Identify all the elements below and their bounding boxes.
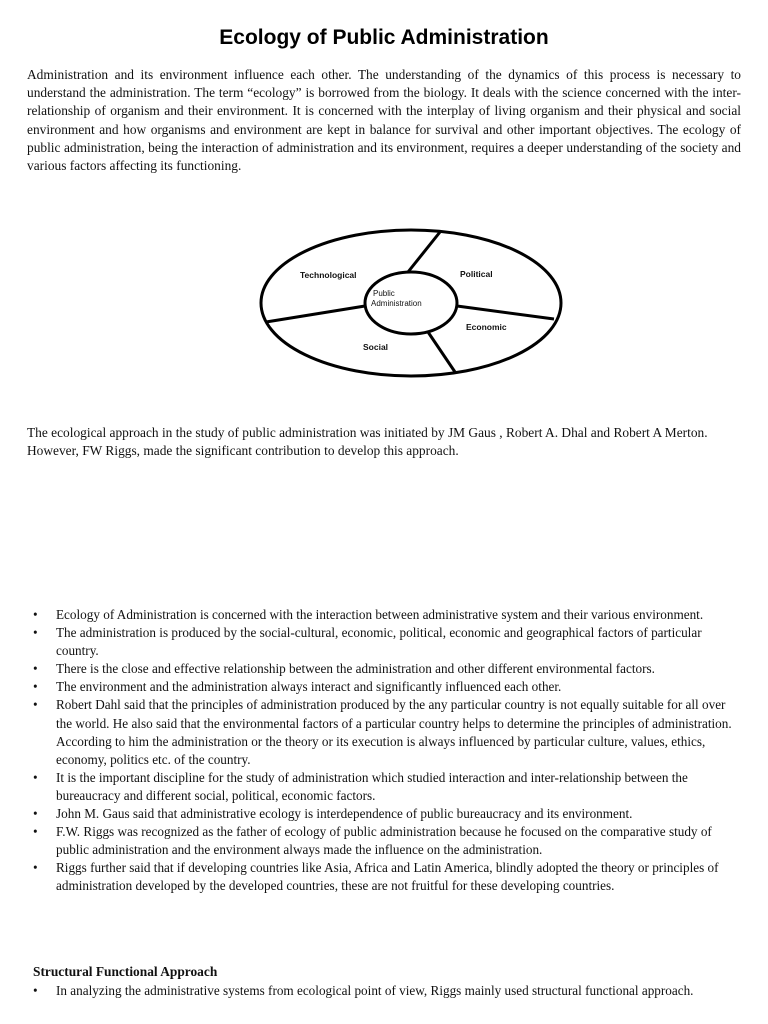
segment-label-social: Social <box>363 342 389 352</box>
list-item <box>33 678 733 696</box>
divider-right <box>457 306 554 319</box>
list-item <box>33 859 733 895</box>
center-label-line1: Public <box>373 289 395 298</box>
bullet-marker: • <box>33 860 38 876</box>
bullet-marker: • <box>33 625 38 641</box>
bullet-marker: • <box>33 983 38 998</box>
bullet-marker: • <box>33 769 38 785</box>
list-item-text: Robert Dahl said that the principles of administration produced by the any particular country is not equally suitable for all over the world. He also said that the environmental factors of a particular country helps to determine the principles of administration. According to him the administration or the theory or its execution is always influenced by particular culture, values, ethics, economy, politics etc. of the country. <box>56 697 732 767</box>
list-item-text: It is the important discipline for the study of administration which studied interaction and inter-relationship between the bureaucracy and different social, political, economic factors. <box>56 769 688 803</box>
segment-label-political: Political <box>460 269 493 279</box>
divider-left <box>266 306 365 322</box>
center-label-line2: Administration <box>371 299 422 308</box>
bullet-marker: • <box>33 697 38 713</box>
structural-bullet-list <box>33 982 733 1000</box>
approach-paragraph: The ecological approach in the study of public administration was initiated by JM Gaus , Robert A. Dhal and Robert A Merton. However, FW Riggs, made the significant contribution to develop this approach. <box>27 425 708 458</box>
list-item-text: Riggs further said that if developing countries like Asia, Africa and Latin America, blindly adopted the theory or principles of administration developed by the developed countries, these are not fruitful for these developing countries. <box>56 860 719 894</box>
list-item <box>33 660 733 678</box>
list-item <box>33 823 733 859</box>
list-item-text: In analyzing the administrative systems from ecological point of view, Riggs mainly used structural functional approach. <box>56 983 694 998</box>
section-heading: Structural Functional Approach <box>33 964 218 979</box>
bullet-marker: • <box>33 679 38 695</box>
ecology-diagram <box>258 226 564 380</box>
list-item <box>33 696 733 768</box>
page-title: Ecology of Public Administration <box>219 26 549 49</box>
list-item <box>33 606 733 624</box>
list-item-text: The environment and the administration always interact and significantly influenced each other. <box>56 679 562 695</box>
list-item <box>33 982 733 1000</box>
bullet-marker: • <box>33 607 38 622</box>
ecology-bullet-list <box>33 606 733 896</box>
intro-paragraph: Administration and its environment influence each other. The understanding of the dynamics of this process is necessary to understand the administration. The term “ecology” is borrowed from the biology. It deals with the science concerned with the inter-relationship of organism and their environment. It is concerned with the interplay of living organism and their physical and social environment and how organisms and environment are kept in balance for survival and other important objectives. The ecology of public administration, being the interaction of administration and its environment, requires a deeper understanding of the society and various factors affecting its functioning. <box>27 67 741 174</box>
list-item-text: The administration is produced by the social-cultural, economic, political, economic and geographical factors of particular country. <box>56 625 702 659</box>
bullet-marker: • <box>33 661 38 677</box>
segment-label-economic: Economic <box>466 322 507 332</box>
bullet-marker: • <box>33 806 38 822</box>
list-item <box>33 805 733 823</box>
list-item <box>33 624 733 660</box>
bullet-marker: • <box>33 824 38 840</box>
segment-label-technological: Technological <box>300 270 357 280</box>
list-item-text: F.W. Riggs was recognized as the father of ecology of public administration because he focused on the comparative study of public administration and the environment always made the influence on the administration. <box>56 824 712 858</box>
divider-bottom <box>428 332 455 372</box>
divider-top <box>408 232 440 272</box>
list-item-text: Ecology of Administration is concerned with the interaction between administrative system and their various environment. <box>56 607 704 622</box>
list-item-text: There is the close and effective relationship between the administration and other different environmental factors. <box>56 661 655 677</box>
list-item-text: John M. Gaus said that administrative ecology is interdependence of public bureaucracy and its environment. <box>56 806 633 822</box>
list-item <box>33 769 733 805</box>
